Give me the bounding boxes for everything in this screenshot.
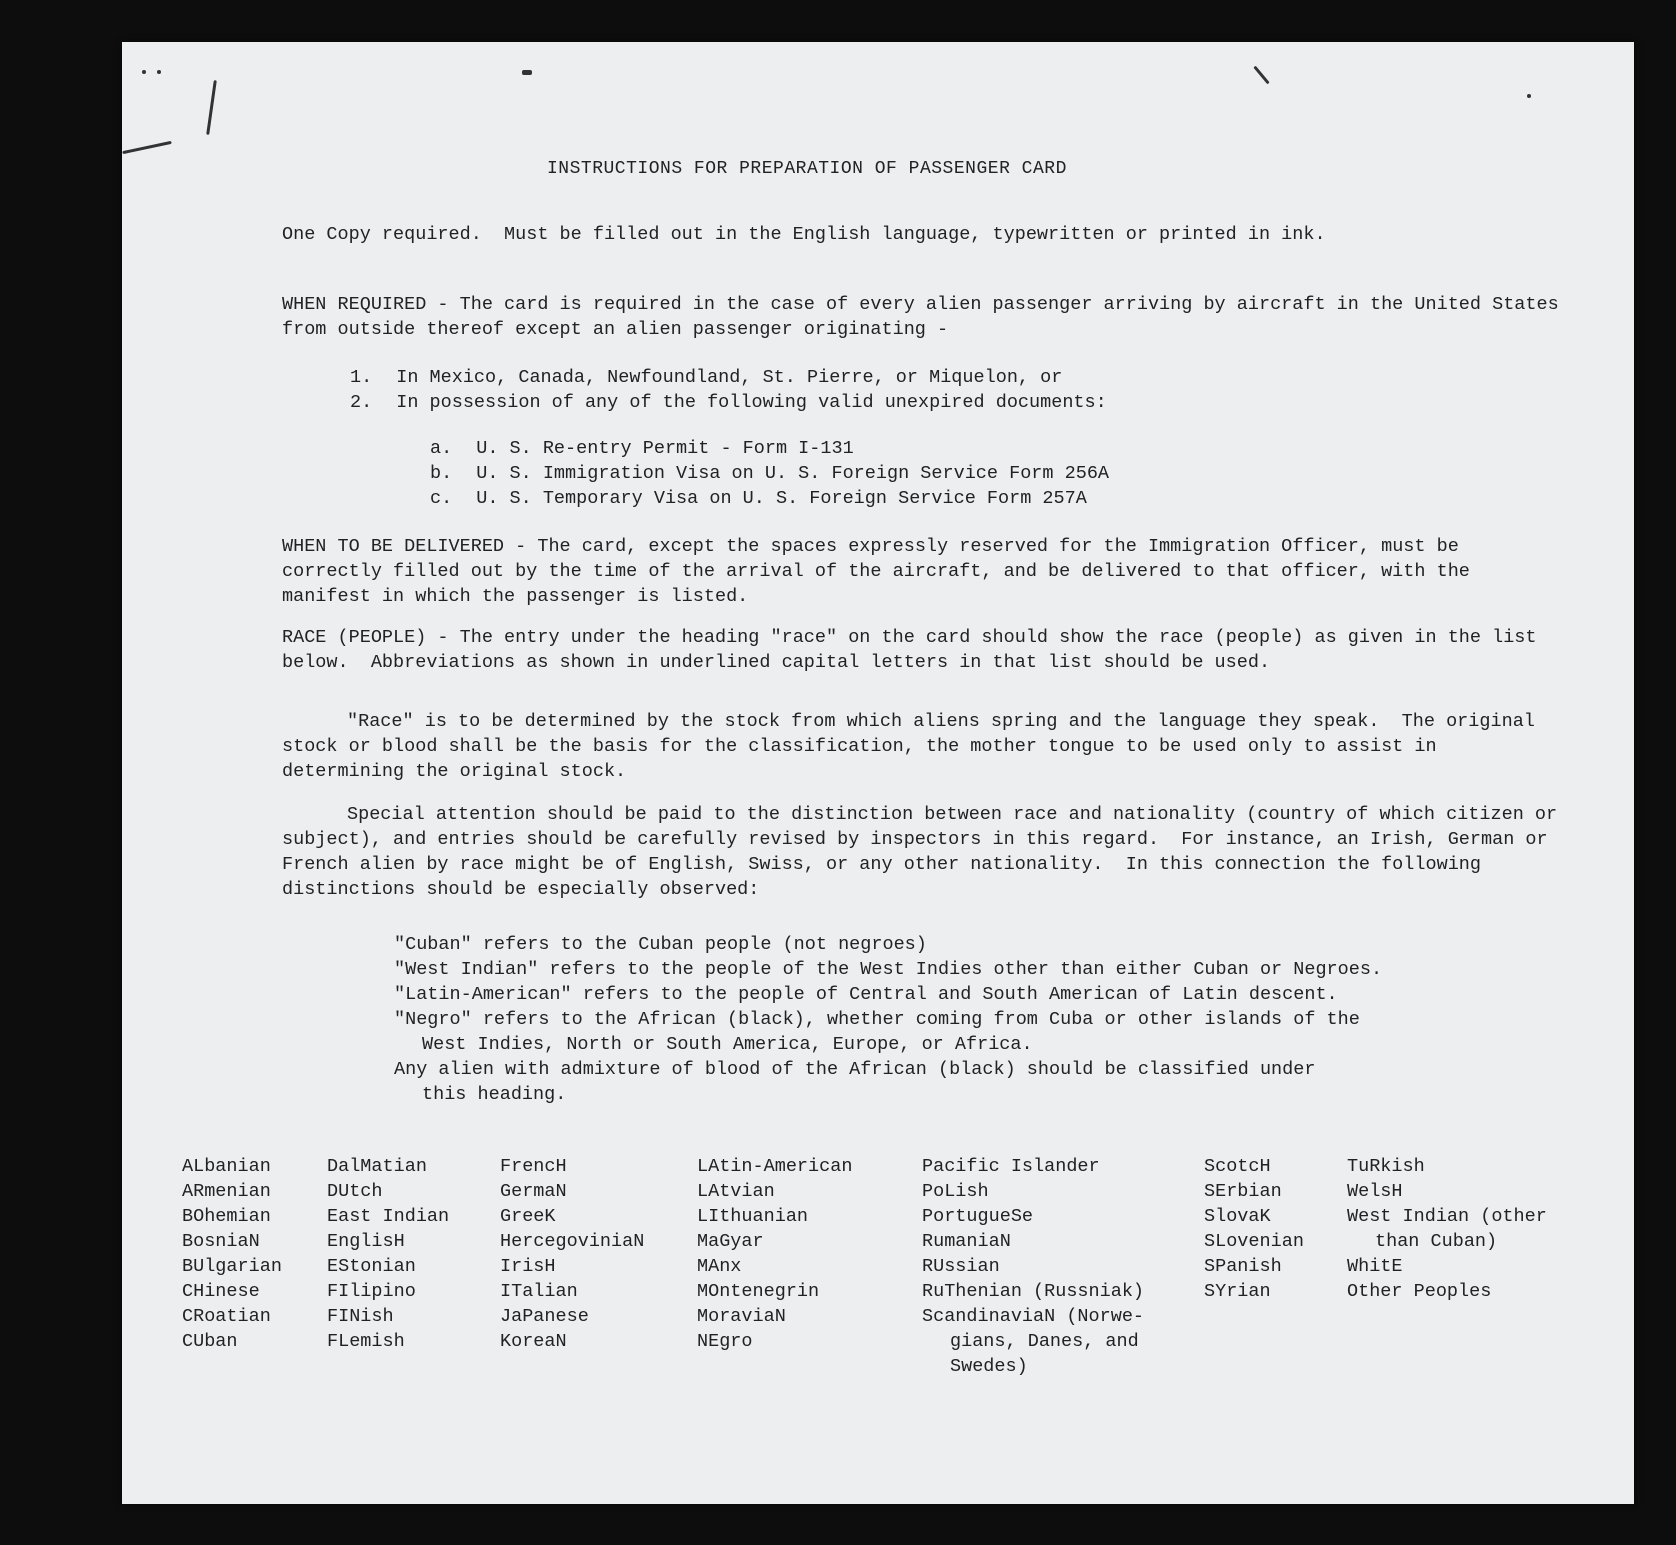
scan-speck: [522, 70, 532, 75]
race-entry: SYrian: [1204, 1281, 1271, 1302]
race-entry: West Indian (other: [1347, 1206, 1547, 1227]
race-entry: GreeK: [500, 1206, 556, 1227]
race-entry: CHinese: [182, 1281, 260, 1302]
distinction-line: "Negro" refers to the African (black), whether coming from Cuba or other islands of the: [394, 1009, 1360, 1030]
race-nationality-paragraph: Special attention should be paid to the distinction between race and nationality (country of which citizen or subject), and entries should be carefully revised by inspectors in this regard. For instance, an Irish, German or French alien by race might be of English, Swiss, or any other nationality. In this connection the following distinctions should be especially observed:: [282, 804, 1569, 900]
distinction-line: Any alien with admixture of blood of the African (black) should be classified under: [394, 1059, 1316, 1080]
race-entry: CUban: [182, 1331, 238, 1352]
document-title: INSTRUCTIONS FOR PREPARATION OF PASSENGER CARD: [547, 159, 1067, 179]
race-entry: RuThenian (Russniak): [922, 1281, 1145, 1302]
race-entry: ITalian: [500, 1281, 578, 1302]
race-list-column: [500, 1154, 644, 1354]
race-entry: ALbanian: [182, 1156, 271, 1177]
race-entry: WhitE: [1347, 1256, 1403, 1277]
race-list-column: [182, 1154, 282, 1354]
race-entry: IrisH: [500, 1256, 556, 1277]
race-entry: FrencH: [500, 1156, 567, 1177]
race-list-column: [327, 1154, 449, 1354]
race-list-column: [922, 1154, 1144, 1379]
race-entry: MOntenegrin: [697, 1281, 820, 1302]
when-delivered-paragraph: [282, 534, 1562, 609]
race-entry: RumaniaN: [922, 1231, 1011, 1252]
race-entry: PortugueSe: [922, 1206, 1034, 1227]
race-entry: FIlipino: [327, 1281, 416, 1302]
race-entry: NEgro: [697, 1331, 753, 1352]
distinction-line: "Cuban" refers to the Cuban people (not negroes): [394, 934, 927, 955]
list-item: 2. In possession of any of the following valid unexpired documents:: [350, 392, 1107, 413]
race-entry: CRoatian: [182, 1306, 271, 1327]
race-entry: MoraviaN: [697, 1306, 786, 1327]
distinction-line: this heading.: [422, 1084, 567, 1105]
race-entry: ScotcH: [1204, 1156, 1271, 1177]
scan-speck: [157, 70, 161, 74]
race-entry: FLemish: [327, 1331, 405, 1352]
race-entry: KoreaN: [500, 1331, 567, 1352]
race-entry: SLovenian: [1204, 1231, 1304, 1252]
race-heading: RACE (PEOPLE): [282, 627, 427, 648]
race-entry: PoLish: [922, 1181, 989, 1202]
scan-speck: [142, 70, 146, 74]
race-entry: LIthuanian: [697, 1206, 809, 1227]
race-entry: BosniaN: [182, 1231, 260, 1252]
race-entry: RUssian: [922, 1256, 1000, 1277]
race-entry: ScandinaviaN (Norwe-: [922, 1306, 1145, 1327]
race-entry: Other Peoples: [1347, 1281, 1492, 1302]
race-entry: LAtin-American: [697, 1156, 853, 1177]
scan-speck: [206, 80, 217, 135]
race-entry: EStonian: [327, 1256, 416, 1277]
race-entry: DUtch: [327, 1181, 383, 1202]
race-list-column: [1204, 1154, 1304, 1304]
document-page: [122, 42, 1634, 1504]
race-entry: JaPanese: [500, 1306, 589, 1327]
scan-speck: [1527, 94, 1531, 98]
race-entry: DalMatian: [327, 1156, 427, 1177]
when-required-text: - The card is required in the case of every alien passenger arriving by aircraft in the United States from outside thereof except an alien passenger originating -: [282, 294, 1570, 340]
race-entry: TuRkish: [1347, 1156, 1425, 1177]
race-entry: BOhemian: [182, 1206, 271, 1227]
race-entry: SlovaK: [1204, 1206, 1271, 1227]
sub-list-item: c. U. S. Temporary Visa on U. S. Foreign Service Form 257A: [430, 488, 1087, 509]
race-list-column: [1347, 1154, 1547, 1304]
race-entry: SPanish: [1204, 1256, 1282, 1277]
race-entry: ARmenian: [182, 1181, 271, 1202]
list-item: 1. In Mexico, Canada, Newfoundland, St. Pierre, or Miquelon, or: [350, 367, 1063, 388]
race-entry: East Indian: [327, 1206, 450, 1227]
race-paragraph: [282, 625, 1562, 675]
race-entry: Swedes): [950, 1356, 1028, 1377]
sub-list-item: a. U. S. Re-entry Permit - Form I-131: [430, 438, 854, 459]
distinction-line: "Latin-American" refers to the people of Central and South American of Latin descent.: [394, 984, 1338, 1005]
race-entry: BUlgarian: [182, 1256, 282, 1277]
race-entry: FINish: [327, 1306, 394, 1327]
race-entry: LAtvian: [697, 1181, 775, 1202]
race-definition-paragraph: "Race" is to be determined by the stock from which aliens spring and the language they speak. The original stock or blood shall be the basis for the classification, the mother tongue to be used only to assist in determining the original stock.: [282, 711, 1547, 782]
race-text: - The entry under the heading "race" on the card should show the race (people) as given in the list below. Abbreviations as shown in underlined capital letters in that list should be used.: [282, 627, 1548, 673]
race-entry: gians, Danes, and: [950, 1331, 1139, 1352]
race-entry: SErbian: [1204, 1181, 1282, 1202]
race-entry: WelsH: [1347, 1181, 1403, 1202]
race-entry: MAnx: [697, 1256, 742, 1277]
race-entry: EnglisH: [327, 1231, 405, 1252]
scan-speck: [122, 141, 172, 154]
scan-speck: [1253, 66, 1269, 85]
when-delivered-text: - The card, except the spaces expressly reserved for the Immigration Officer, must be correctly filled out by the time of the arrival of the aircraft, and be delivered to that officer, with the manifest in which the passenger is listed.: [282, 536, 1482, 607]
distinction-line: "West Indian" refers to the people of the West Indies other than either Cuban or Negroes.: [394, 959, 1383, 980]
intro-paragraph: One Copy required. Must be filled out in the English language, typewritten or printed in ink.: [282, 224, 1326, 245]
when-required-paragraph: [282, 292, 1570, 342]
race-entry: than Cuban): [1375, 1231, 1498, 1252]
when-required-heading: WHEN REQUIRED: [282, 294, 427, 315]
when-delivered-heading: WHEN TO BE DELIVERED: [282, 536, 505, 557]
race-entry: MaGyar: [697, 1231, 764, 1252]
distinction-line: West Indies, North or South America, Europe, or Africa.: [422, 1034, 1033, 1055]
race-list-column: [697, 1154, 852, 1354]
race-entry: Pacific Islander: [922, 1156, 1100, 1177]
sub-list-item: b. U. S. Immigration Visa on U. S. Foreign Service Form 256A: [430, 463, 1110, 484]
race-entry: HercegoviniaN: [500, 1231, 645, 1252]
race-entry: GermaN: [500, 1181, 567, 1202]
